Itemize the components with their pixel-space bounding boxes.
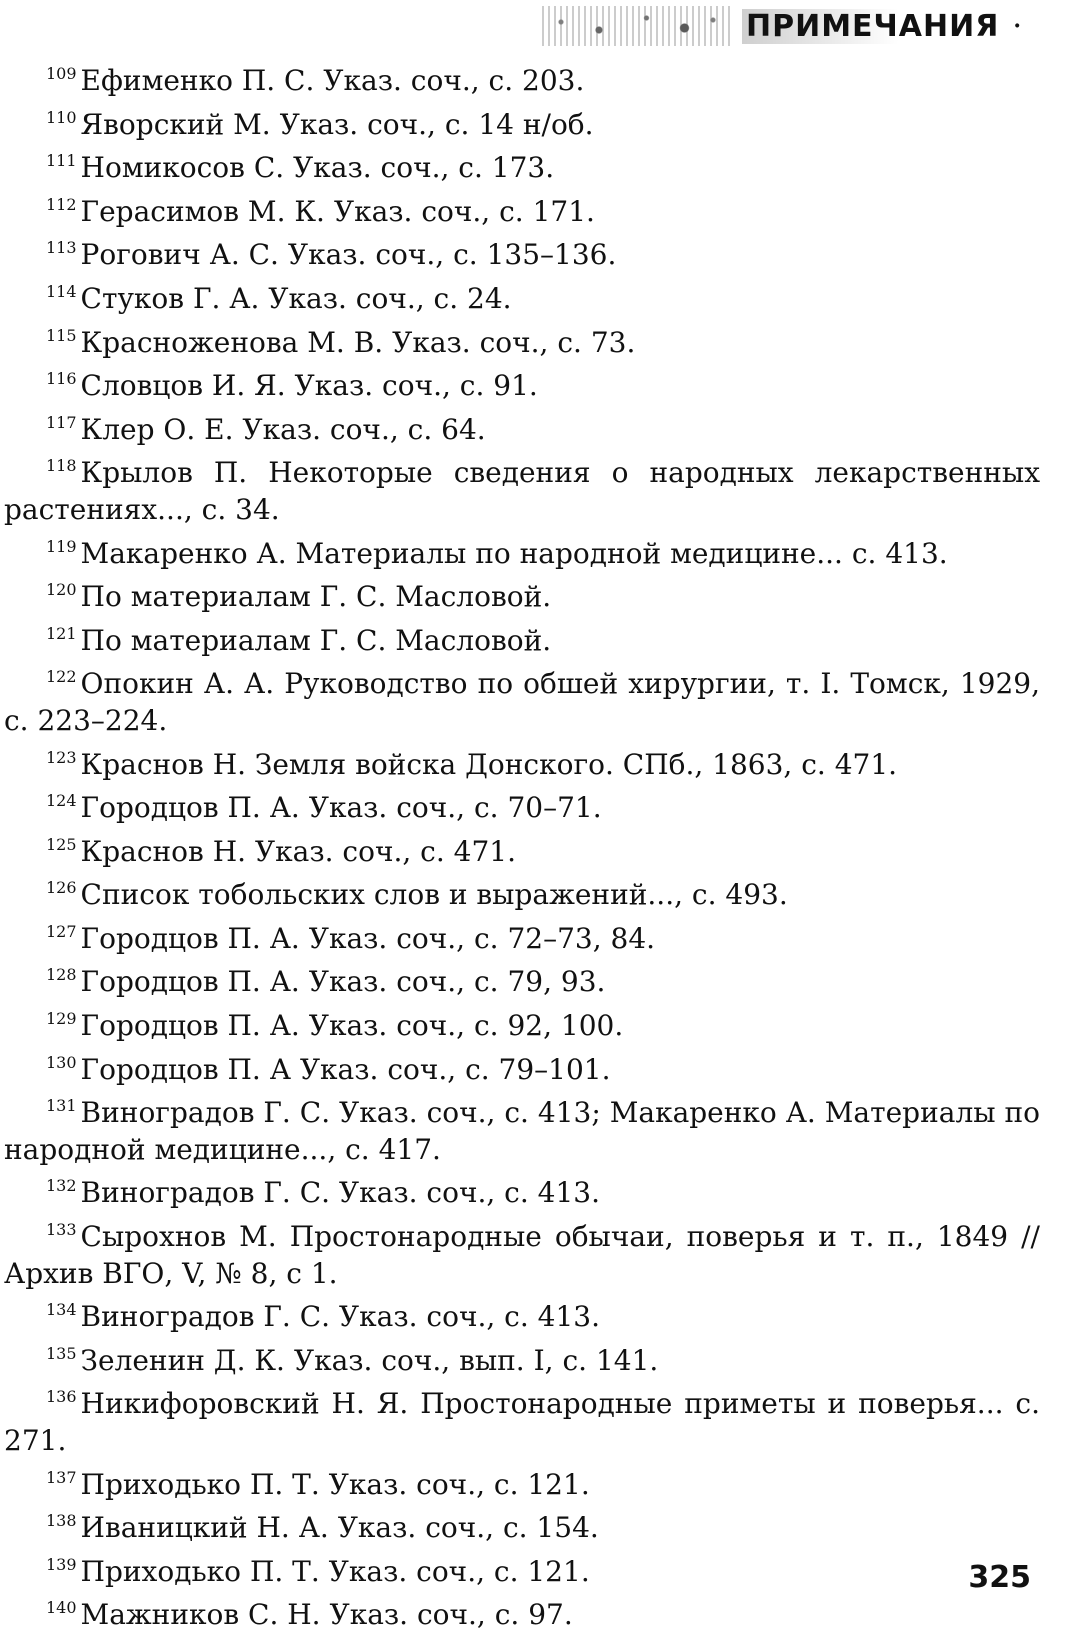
note-number: 139 — [46, 1554, 77, 1574]
note-text: Виноградов Г. С. Указ. соч., с. 413; Макаренко А. Материалы по народной медицине..., с. 417. — [4, 1096, 1040, 1166]
note-text: Мажников С. Н. Указ. соч., с. 97. — [80, 1598, 573, 1632]
note-number: 128 — [46, 965, 77, 985]
note-number: 120 — [46, 580, 77, 600]
note-number: 109 — [46, 64, 77, 83]
note-item — [0, 870, 1040, 914]
note-item — [0, 274, 1040, 318]
note-text: Приходько П. Т. Указ. соч., с. 121. — [80, 1554, 590, 1588]
running-header — [542, 2, 1021, 50]
note-item — [0, 318, 1040, 362]
note-number: 116 — [46, 369, 77, 389]
note-number: 134 — [46, 1300, 77, 1320]
note-item — [0, 1001, 1040, 1045]
note-item — [0, 827, 1040, 871]
note-number: 132 — [46, 1176, 77, 1196]
note-item — [0, 1547, 1040, 1591]
note-number: 110 — [46, 107, 77, 127]
note-item — [0, 572, 1040, 616]
note-item — [0, 1292, 1040, 1336]
page-number: 325 — [968, 1560, 1031, 1595]
note-number: 135 — [46, 1343, 77, 1363]
note-text: Яворский М. Указ. соч., с. 14 н/об. — [80, 107, 594, 141]
note-text: Крылов П. Некоторые сведения о народных лекарственных растениях..., с. 34. — [4, 456, 1040, 526]
note-item — [0, 1212, 1040, 1292]
note-number: 133 — [46, 1220, 77, 1240]
note-text: Городцов П. А. Указ. соч., с. 79, 93. — [80, 965, 606, 999]
note-number: 127 — [46, 921, 77, 941]
note-item — [0, 143, 1040, 187]
note-number: 140 — [46, 1598, 77, 1618]
note-number: 118 — [46, 456, 77, 476]
note-number: 136 — [46, 1387, 77, 1407]
note-item — [0, 1168, 1040, 1212]
note-item — [0, 1503, 1040, 1547]
note-number: 121 — [46, 623, 77, 643]
note-number: 126 — [46, 878, 77, 898]
note-text: Приходько П. Т. Указ. соч., с. 121. — [80, 1467, 590, 1501]
note-number: 117 — [46, 412, 77, 432]
note-item — [0, 448, 1040, 528]
notes-list — [0, 56, 1040, 1634]
note-text: Краснов Н. Земля войска Донского. СПб., 1863, с. 471. — [80, 747, 898, 781]
note-number: 122 — [46, 667, 77, 687]
note-number: 130 — [46, 1052, 77, 1072]
note-text: Сырохнов М. Простонародные обычаи, поверья и т. п., 1849 // Архив ВГО, V, № 8, с 1. — [4, 1220, 1040, 1290]
note-number: 111 — [46, 151, 77, 171]
header-ornament — [542, 6, 732, 46]
note-number: 131 — [46, 1096, 77, 1116]
note-item — [0, 1045, 1040, 1089]
note-number: 125 — [46, 834, 77, 854]
note-text: Зеленин Д. К. Указ. соч., вып. I, с. 141. — [80, 1343, 659, 1377]
note-text: Городцов П. А. Указ. соч., с. 72–73, 84. — [80, 921, 656, 955]
note-text: Макаренко А. Материалы по народной медицине... с. 413. — [80, 536, 948, 570]
note-item — [0, 1336, 1040, 1380]
note-item — [0, 1088, 1040, 1168]
note-item — [0, 783, 1040, 827]
note-item — [0, 740, 1040, 784]
note-number: 123 — [46, 747, 77, 767]
note-text: Стуков Г. А. Указ. соч., с. 24. — [80, 281, 512, 315]
note-item — [0, 1379, 1040, 1459]
note-text: Номикосов С. Указ. соч., с. 173. — [80, 151, 555, 185]
note-text: Краснов Н. Указ. соч., с. 471. — [80, 834, 516, 868]
note-text: Ефименко П. С. Указ. соч., с. 203. — [80, 64, 585, 97]
note-text: Городцов П. А Указ. соч., с. 79–101. — [80, 1052, 611, 1086]
note-text: Клер О. Е. Указ. соч., с. 64. — [80, 412, 486, 446]
note-number: 124 — [46, 791, 77, 811]
note-text: Никифоровский Н. Я. Простонародные приметы и поверья... с. 271. — [4, 1387, 1040, 1457]
note-text: Городцов П. А. Указ. соч., с. 70–71. — [80, 791, 602, 825]
note-item — [0, 100, 1040, 144]
note-item — [0, 230, 1040, 274]
note-text: Герасимов М. К. Указ. соч., с. 171. — [80, 194, 595, 228]
note-text: Опокин А. А. Руководство по обшей хирургии, т. I. Томск, 1929, с. 223–224. — [4, 667, 1040, 737]
note-item — [0, 529, 1040, 573]
note-text: Виноградов Г. С. Указ. соч., с. 413. — [80, 1300, 600, 1334]
note-text: Красноженова М. В. Указ. соч., с. 73. — [80, 325, 636, 359]
note-item — [0, 957, 1040, 1001]
note-text: По материалам Г. С. Масловой. — [80, 580, 552, 614]
note-item — [0, 361, 1040, 405]
note-item — [0, 1460, 1040, 1504]
note-number: 113 — [46, 238, 77, 258]
note-item — [0, 914, 1040, 958]
note-number: 119 — [46, 536, 77, 556]
note-item — [0, 405, 1040, 449]
note-text: Виноградов Г. С. Указ. соч., с. 413. — [80, 1176, 600, 1210]
note-text: По материалам Г. С. Масловой. — [80, 623, 552, 657]
note-text: Рогович А. С. Указ. соч., с. 135–136. — [80, 238, 617, 272]
note-item — [0, 56, 1040, 100]
note-number: 115 — [46, 325, 77, 345]
note-item — [0, 187, 1040, 231]
note-number: 137 — [46, 1467, 77, 1487]
note-number: 112 — [46, 194, 77, 214]
running-header-title: ПРИМЕЧАНИЯ — [742, 9, 1003, 44]
note-number: 129 — [46, 1009, 77, 1029]
note-item — [0, 659, 1040, 739]
header-dot: · — [1013, 13, 1021, 39]
note-text: Городцов П. А. Указ. соч., с. 92, 100. — [80, 1009, 624, 1043]
note-item — [0, 616, 1040, 660]
note-text: Список тобольских слов и выражений..., с. 493. — [80, 878, 788, 912]
note-text: Словцов И. Я. Указ. соч., с. 91. — [80, 369, 538, 403]
note-text: Иваницкий Н. А. Указ. соч., с. 154. — [80, 1511, 599, 1545]
note-item — [0, 1590, 1040, 1634]
note-number: 114 — [46, 281, 77, 301]
note-number: 138 — [46, 1511, 77, 1531]
